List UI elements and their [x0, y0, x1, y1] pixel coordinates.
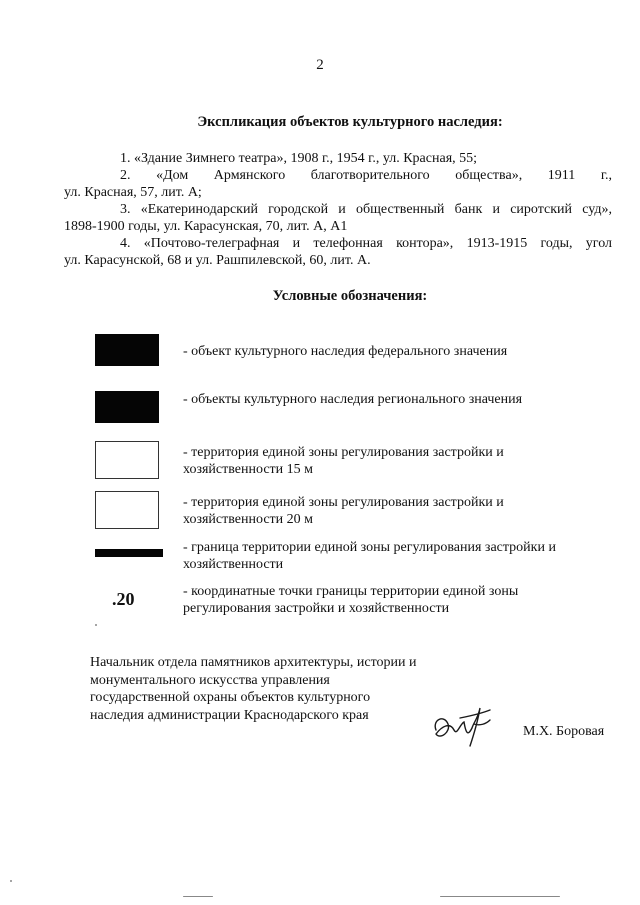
explication-item-2-cont: ул. Красная, 57, лит. А;: [64, 185, 202, 200]
scan-artifact: [440, 896, 560, 897]
page-number: 2: [316, 57, 324, 73]
signatory-position: Начальник отдела памятников архитектуры, истории и монументального искусства управления государственной охраны объектов культурного наследия администрации Краснодарского края: [90, 655, 417, 723]
legend-text-boundary: - граница территории единой зоны регулирования застройки и хозяйственности: [183, 540, 556, 572]
explication-item-4: [64, 235, 612, 269]
explication-item-3-cont: 1898-1900 годы, ул. Карасунская, 70, лит. А, А1: [64, 219, 348, 234]
legend-symbol-coordinate-point: .20: [112, 589, 135, 609]
legend-text-federal: - объект культурного наследия федерального значения: [183, 344, 508, 359]
legend-symbol-zone-20: [95, 491, 159, 529]
legend-symbol-zone-15: [95, 441, 159, 479]
scan-speck: [95, 624, 97, 626]
explication-item-4-cont: ул. Карасунской, 68 и ул. Рашпилевской, 60, лит. А.: [64, 253, 371, 268]
legend-text-regional: - объекты культурного наследия регионального значения: [183, 392, 523, 407]
legend-symbol-federal: [95, 334, 159, 366]
explication-item-2-line: 2. «Дом Армянского благотворительного общества», 1911 г.,: [120, 168, 612, 183]
explication-item-3-line: 3. «Екатеринодарский городской и общественный банк и сиротский суд»,: [120, 202, 612, 217]
legend-symbol-regional: [95, 391, 159, 423]
legend-text-zone-20: - территория единой зоны регулирования застройки и хозяйственности 20 м: [183, 495, 504, 527]
explication-title: Экспликация объектов культурного наследия:: [197, 114, 503, 130]
explication-item-1: [92, 150, 612, 167]
legend-title: Условные обозначения:: [272, 288, 428, 304]
signatory-name: М.Х. Боровая: [523, 724, 605, 739]
scan-speck: [10, 880, 12, 882]
explication-item-2: [64, 167, 612, 201]
legend-text-coordinate-points: - координатные точки границы территории единой зоны регулирования застройки и хозяйственности: [183, 584, 519, 616]
explication-item-1-line: 1. «Здание Зимнего театра», 1908 г., 1954 г., ул. Красная, 55;: [120, 151, 478, 166]
explication-item-3: [64, 201, 612, 235]
explication-item-4-line: 4. «Почтово-телеграфная и телефонная контора», 1913-1915 годы, угол: [120, 236, 612, 251]
legend-text-zone-15: - территория единой зоны регулирования застройки и хозяйственности 15 м: [183, 445, 504, 477]
handwritten-signature: [430, 700, 495, 752]
legend-symbol-boundary-line: [95, 549, 163, 557]
scan-artifact: [183, 896, 213, 897]
